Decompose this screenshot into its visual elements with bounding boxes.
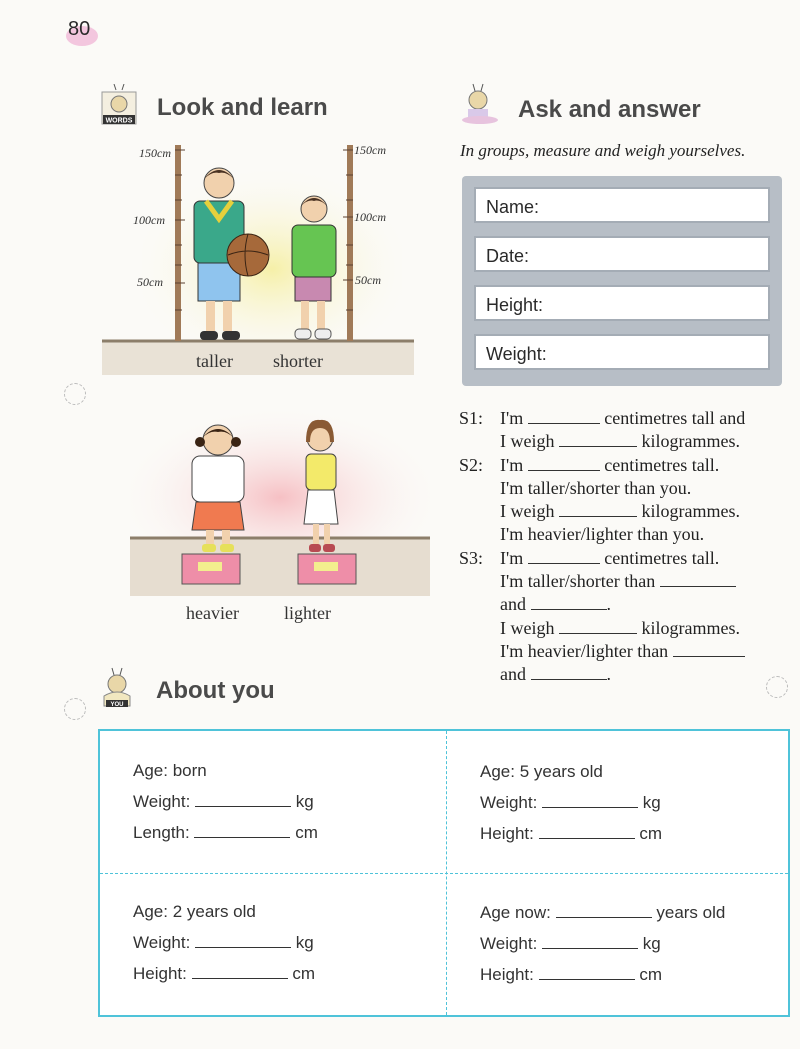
caption-shorter: shorter xyxy=(273,351,323,371)
binder-hole-left-bottom xyxy=(64,698,86,720)
cell-now-weight[interactable]: Weight: kg xyxy=(480,934,661,953)
binder-hole-right xyxy=(766,676,788,698)
cell-5y-height[interactable]: Height: cm xyxy=(480,824,663,843)
cell-5y-age: Age: 5 years old xyxy=(480,762,603,781)
cell-2y-weight[interactable]: Weight: kg xyxy=(133,933,314,952)
svg-text:WORDS: WORDS xyxy=(105,117,133,125)
ruler-mark-right-50: 50cm xyxy=(355,273,381,287)
cell-now-age[interactable]: Age now: years old xyxy=(480,903,726,922)
caption-heavier: heavier xyxy=(186,603,239,623)
s2-speaker: S2: xyxy=(459,455,484,475)
cell-born-weight[interactable]: Weight: kg xyxy=(133,792,314,811)
group-icon xyxy=(458,82,498,122)
height-chart-illustration xyxy=(102,135,414,375)
about-you-table xyxy=(98,729,790,1017)
about-you-title: About you xyxy=(156,677,275,704)
s1-speaker: S1: xyxy=(459,408,484,428)
s3-line-2: I'm taller/shorter than xyxy=(500,571,736,592)
cell-2y-height[interactable]: Height: cm xyxy=(133,964,316,983)
look-learn-title: Look and learn xyxy=(157,94,328,121)
ask-answer-instruction: In groups, measure and weigh yourselves. xyxy=(460,141,746,160)
s3-line-6: and . xyxy=(500,664,611,684)
weight-scene-illustration xyxy=(130,404,430,596)
s2-line-4: I'm heavier/lighter than you. xyxy=(500,524,705,544)
s3-line-4: I weigh kilogrammes. xyxy=(500,618,740,638)
name-field[interactable]: Name: xyxy=(474,187,770,223)
s3-line-5: I'm heavier/lighter than xyxy=(500,641,745,662)
caption-taller: taller xyxy=(196,351,233,371)
cell-5y-weight[interactable]: Weight: kg xyxy=(480,793,661,812)
weight-field[interactable]: Weight: xyxy=(474,334,770,370)
ruler-mark-left-100: 100cm xyxy=(133,213,165,227)
ruler-mark-right-100: 100cm xyxy=(354,210,386,224)
svg-text:YOU: YOU xyxy=(110,702,124,708)
s2-line-1: I'm centimetres tall. xyxy=(500,455,720,475)
page-number: 80 xyxy=(64,16,100,46)
ruler-mark-left-150: 150cm xyxy=(139,146,171,160)
cell-born-age: Age: born xyxy=(133,761,207,780)
s3-line-3: and . xyxy=(500,594,611,614)
s1-line-2: I weigh kilogrammes. xyxy=(500,431,740,451)
s3-speaker: S3: xyxy=(459,548,484,568)
binder-hole-left-top xyxy=(64,383,86,405)
s2-line-2: I'm taller/shorter than you. xyxy=(500,478,692,498)
ask-answer-title: Ask and answer xyxy=(518,96,701,123)
ruler-mark-left-50: 50cm xyxy=(137,275,163,289)
s2-line-3: I weigh kilogrammes. xyxy=(500,501,740,521)
height-field[interactable]: Height: xyxy=(474,285,770,321)
s1-line-1: I'm centimetres tall and xyxy=(500,408,746,428)
words-icon xyxy=(100,84,140,124)
s3-line-1: I'm centimetres tall. xyxy=(500,548,720,568)
date-field[interactable]: Date: xyxy=(474,236,770,272)
cell-born-length[interactable]: Length: cm xyxy=(133,823,318,842)
ruler-mark-right-150: 150cm xyxy=(354,143,386,157)
cell-2y-age: Age: 2 years old xyxy=(133,902,256,921)
you-icon xyxy=(98,666,138,706)
cell-now-height[interactable]: Height: cm xyxy=(480,965,663,984)
measurement-form xyxy=(462,176,782,386)
caption-lighter: lighter xyxy=(284,603,331,623)
